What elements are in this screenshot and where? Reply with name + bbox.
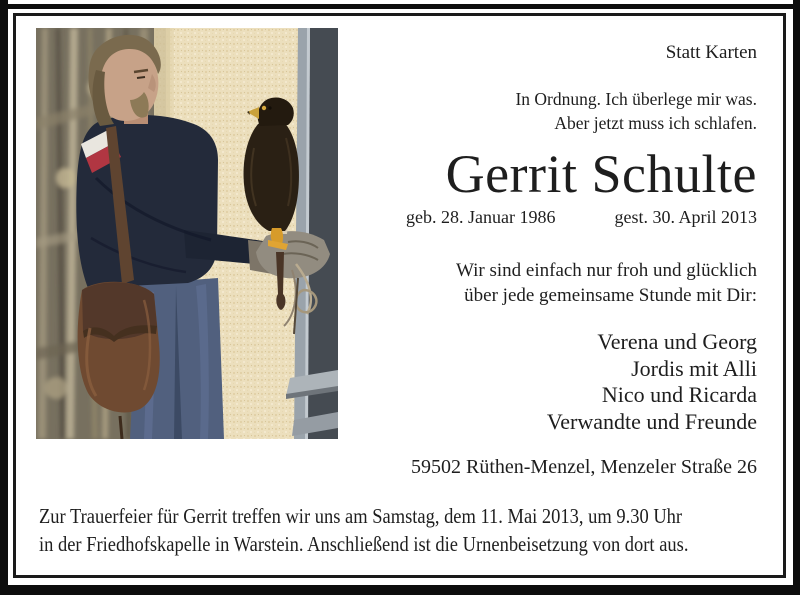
gratitude-text [456,258,757,308]
memorial-photo [36,28,338,439]
quote-line-1: In Ordnung. Ich überlege mir was. [515,89,757,109]
mourners-list [547,329,757,435]
statt-karten-label: Statt Karten [665,42,757,63]
mourner-entry: Jordis mit Alli [631,355,757,381]
scan-edge-top [8,4,793,9]
scan-edge-bottom [0,585,800,595]
ceremony-line-1: Zur Trauerfeier für Gerrit treffen wir uns am Samstag, dem 11. Mai 2013, um 9.30 Uhr [39,504,683,528]
quote-line-2: Aber jetzt muss ich schlafen. [554,113,757,133]
life-dates [406,207,757,228]
ceremony-details [39,503,688,558]
ceremony-line-2: in der Friedhofskapelle in Warstein. Anschließend ist die Urnenbeisetzung von dort aus. [39,531,689,556]
mourner-entry: Verena und Georg [597,329,757,354]
family-address: 59502 Rüthen-Menzel, Menzeler Straße 26 [410,456,757,478]
memorial-quote [515,87,757,135]
death-date: gest. 30. April 2013 [614,207,757,227]
gratitude-line-1: Wir sind einfach nur froh und glücklich [455,260,757,281]
birth-date: geb. 28. Januar 1986 [406,207,556,227]
mourner-entry: Nico und Ricarda [601,382,757,407]
scan-edge-left [0,0,8,595]
memorial-photo-illustration [36,28,338,439]
gratitude-line-2: über jede gemeinsame Stunde mit Dir: [464,285,757,306]
scan-edge-right [793,0,800,595]
mourner-entry: Verwandte und Freunde [546,408,757,434]
deceased-name: Gerrit Schulte [445,144,757,204]
